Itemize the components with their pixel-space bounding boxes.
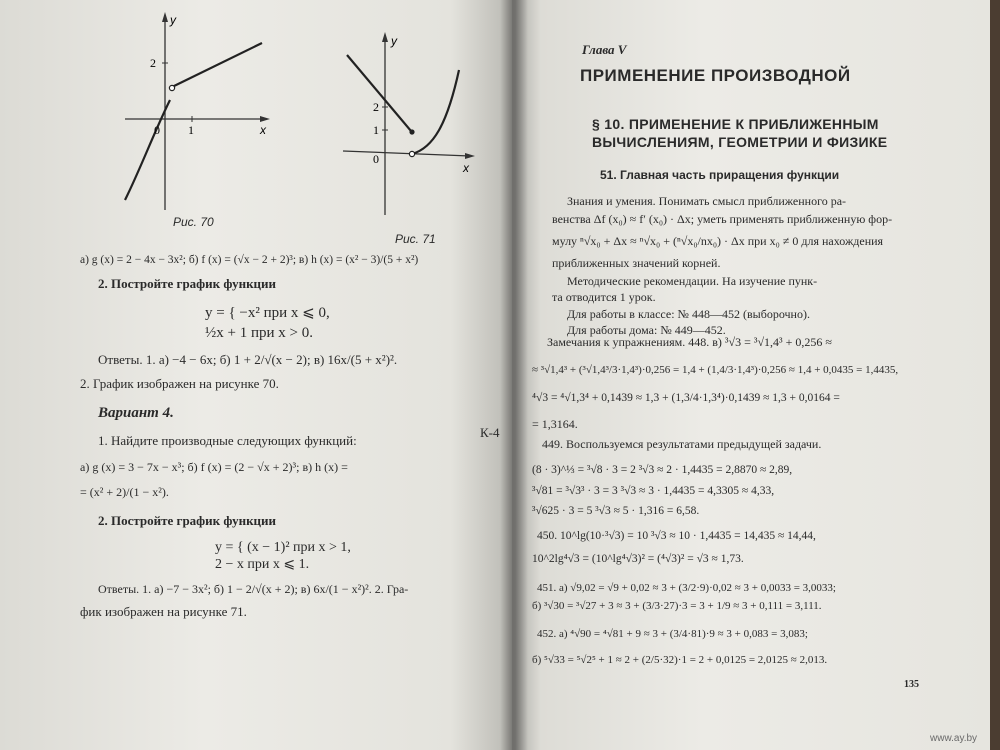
subsection-title: 51. Главная часть приращения функции	[600, 168, 840, 182]
text-line: б) ⁵√33 = ⁵√2⁵ + 1 ≈ 2 + (2/5·32)·1 = 2 + 0,0125 = 2,0125 ≈ 2,013.	[532, 654, 828, 666]
fig71-x-label: x	[463, 161, 469, 175]
text-line: ³√625 · 3 = 5 ³√3 ≈ 5 · 1,316 = 6,58.	[532, 505, 700, 517]
text-line: ³√81 = ³√3³ · 3 = 3 ³√3 ≈ 3 · 1,4435 = 4,3305 ≈ 4,33,	[532, 485, 775, 497]
text-line: Методические рекомендации. На изучение пунк-	[567, 274, 818, 288]
fig71-origin: 0	[373, 152, 379, 166]
text-line: приближенных значений корней.	[552, 256, 721, 270]
answers-line: Ответы. 1. а) −7 − 3x²; б) 1 − 2/√(x + 2); в) 6x/(1 − x²)². 2. Гра-	[98, 582, 409, 596]
text-line: = 1,3164.	[532, 417, 578, 431]
section-title-line2: ВЫЧИСЛЕНИЯМ, ГЕОМЕТРИИ И ФИЗИКЕ	[592, 134, 888, 150]
text-line: 451. а) √9,02 = √9 + 0,02 ≈ 3 + (3/2·9)·0,02 ≈ 3 + 0,0033 = 3,0033;	[537, 582, 836, 594]
fig70-origin: 0	[154, 123, 160, 137]
text-line: Замечания к упражнениям. 448. в) ³√3 = ³√1,4³ + 0,256 ≈	[547, 335, 833, 349]
text-line: а) g (x) = 3 − 7x − x³; б) f (x) = (2 − √x + 2)³; в) h (x) =	[80, 460, 348, 474]
text-line: 449. Воспользуемся результатами предыдущей задачи.	[542, 437, 822, 451]
text-line: 452. а) ⁴√90 = ⁴√81 + 9 ≈ 3 + (3/4·81)·9 ≈ 3 + 0,083 = 3,083;	[537, 628, 808, 640]
formula-line: y = { (x − 1)² при x > 1,	[215, 540, 351, 555]
page-number: 135	[904, 679, 919, 690]
fig71-y-label: y	[391, 34, 397, 48]
text-line: ⁴√3 = ⁴√1,3⁴ + 0,1439 ≈ 1,3 + (1,3/4·1,3⁴)·0,1439 ≈ 1,3 + 0,0164 =	[532, 392, 840, 404]
text-line: мулу ⁿ√x₀ + Δx ≈ ⁿ√x₀ + (ⁿ√x₀/nx₀) · Δx при x₀ ≠ 0 для нахождения	[552, 234, 884, 248]
text-line: 10^2lg⁴√3 = (10^lg⁴√3)² = (⁴√3)² = √3 ≈ 1,73.	[532, 553, 744, 565]
task-heading: 2. Постройте график функции	[98, 513, 277, 528]
text-line: ≈ ³√1,4³ + (³√1,4³/3·1,4³)·0,256 = 1,4 + (1,4/3·1,4³)·0,256 ≈ 1,4 + 0,0435 = 1,4435,	[532, 364, 899, 376]
fig70-tick-2: 2	[150, 56, 156, 70]
text-line: 2. График изображен на рисунке 70.	[80, 376, 279, 391]
fig71-tick-1: 1	[373, 123, 379, 137]
text-line: Знания и умения. Понимать смысл приближенного ра-	[567, 194, 847, 208]
fig71-tick-2: 2	[373, 100, 379, 114]
text-line: = (x² + 2)/(1 − x²).	[80, 485, 169, 499]
fig70-caption: Рис. 70	[173, 215, 214, 229]
fig70-tick-1: 1	[188, 123, 194, 137]
text-line: а) g (x) = 2 − 4x − 3x²; б) f (x) = (√x − 2 + 2)³; в) h (x) = (x² − 3)/(5 + x²)	[80, 254, 419, 266]
code-label: К-4	[480, 425, 500, 440]
figure-71	[335, 30, 485, 230]
text-line: фик изображен на рисунке 71.	[80, 604, 247, 619]
answers-line: Ответы. 1. а) −4 − 6x; б) 1 + 2/√(x − 2); в) 16x/(5 + x²)².	[98, 352, 398, 367]
watermark: www.ay.by	[930, 733, 978, 744]
text-line: венства Δf (x₀) ≈ f′ (x₀) · Δx; уметь применять приближенную фор-	[552, 212, 893, 226]
text-line: та отводится 1 урок.	[552, 290, 656, 304]
formula-line: y = { −x² при x ⩽ 0,	[205, 305, 330, 321]
text-line: 450. 10^lg(10·³√3) = 10 ³√3 ≈ 10 · 1,4435 = 14,435 ≈ 14,44,	[537, 530, 816, 542]
fig71-caption: Рис. 71	[395, 232, 436, 246]
text-line: (8 · 3)^⅓ = ³√8 · 3 = 2 ³√3 ≈ 2 · 1,4435 = 2,8870 ≈ 2,89,	[532, 464, 793, 476]
formula-line: ½x + 1 при x > 0.	[205, 325, 313, 341]
text-line: Для работы в классе: № 448—452 (выборочно).	[567, 307, 810, 321]
text-line: б) ³√30 = ³√27 + 3 ≈ 3 + (3/3·27)·3 = 3 + 1/9 ≈ 3 + 0,111 = 3,111.	[532, 600, 822, 612]
section-title-line1: § 10. ПРИМЕНЕНИЕ К ПРИБЛИЖЕННЫМ	[592, 116, 879, 132]
chapter-title: ПРИМЕНЕНИЕ ПРОИЗВОДНОЙ	[580, 66, 851, 85]
chapter-label: Глава V	[582, 42, 627, 57]
task-heading: 1. Найдите производные следующих функций:	[98, 433, 357, 448]
fig70-y-label: y	[170, 13, 176, 27]
right-page	[512, 0, 990, 750]
fig70-x-label: x	[260, 123, 266, 137]
book-gutter	[500, 0, 528, 750]
task-heading: 2. Постройте график функции	[98, 276, 277, 291]
text-line: Для работы дома: № 449—452.	[567, 323, 726, 337]
formula-line: 2 − x при x ⩽ 1.	[215, 557, 310, 572]
variant-heading: Вариант 4.	[98, 405, 174, 421]
figure-70	[110, 10, 280, 230]
